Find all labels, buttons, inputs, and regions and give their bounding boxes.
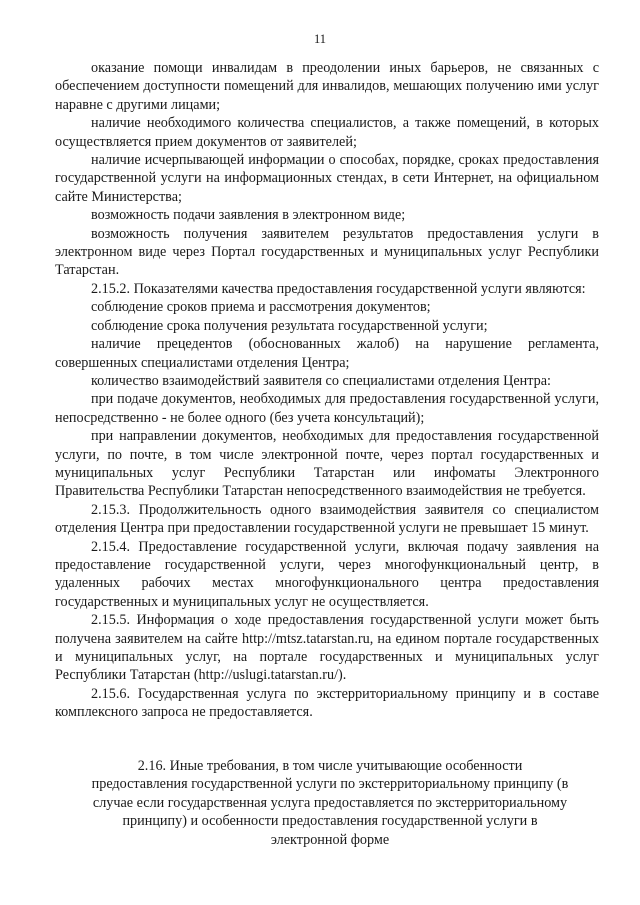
paragraph: 2.15.6. Государственная услуга по экстерриториальному принципу и в составе комплексного запроса не предоставляется. [55,685,599,721]
paragraph: 2.15.3. Продолжительность одного взаимодействия заявителя со специалистом отделения Центра при предоставлении государственной услуги не превышает 15 минут. [55,501,599,537]
paragraph: 2.15.5. Информация о ходе предоставления государственной услуги может быть получена заявителем на сайте http://mtsz.tatarstan.ru, на едином портале государственных и муниципальных услуг, на портале государственных и муниципальных услуг Республики Татарстан (http://uslugi.tatarstan.ru/). [55,612,599,684]
paragraph: оказание помощи инвалидам в преодолении иных барьеров, не связанных с обеспечением доступности помещений для инвалидов, мешающих получению ими услуг наравне с другими лицами; [55,60,599,113]
document-body [55,59,599,722]
paragraph: при подаче документов, необходимых для предоставления государственной услуги, непосредственно - не более одного (без учета консультаций); [55,391,599,426]
page-number: 11 [313,32,327,46]
paragraph: наличие необходимого количества специалистов, а также помещений, в которых осуществляется прием документов от заявителей; [55,115,599,150]
paragraph: наличие прецедентов (обоснованных жалоб) на нарушение регламента, совершенных специалистами отделения Центра; [55,336,599,371]
paragraph: при направлении документов, необходимых для предоставления государственной услуги, по почте, в том числе электронной почте, через портал государственных и муниципальных услуг Республики Татарстан или инфоматы Электронного Правительства Республики Татарстан непосредственного взаимодействия не требуется. [55,428,599,500]
paragraph: возможность получения заявителем результатов предоставления услуги в электронном виде через Портал государственных и муниципальных услуг Республики Татарстан. [55,225,599,279]
paragraph: наличие исчерпывающей информации о способах, порядке, сроках предоставления государственной услуги на информационных стендах, в сети Интернет, на официальном сайте Министерства; [55,152,599,205]
paragraph: 2.15.4. Предоставление государственной услуги, включая подачу заявления на предоставление государственной услуги, через многофункциональный центр, в удаленных рабочих местах многофункционального центра предоставления государственных и муниципальных услуг не осуществляется. [55,538,599,610]
paragraph: 2.15.2. Показателями качества предоставления государственной услуги являются: [91,280,586,297]
paragraph: количество взаимодействий заявителя со специалистами отделения Центра: [91,372,551,389]
section-heading: 2.16. Иные требования, в том числе учитывающие особенности предоставления государственной услуги по экстерриториальному принципу (в случае если государственная услуга предоставляется по экстерриториальному принципу) и особенности предоставления государственной услуги в электронной форме [91,758,569,848]
paragraph: возможность подачи заявления в электронном виде; [91,207,406,224]
paragraph: соблюдение срока получения результата государственной услуги; [91,317,488,334]
paragraph: соблюдение сроков приема и рассмотрения документов; [91,299,431,316]
